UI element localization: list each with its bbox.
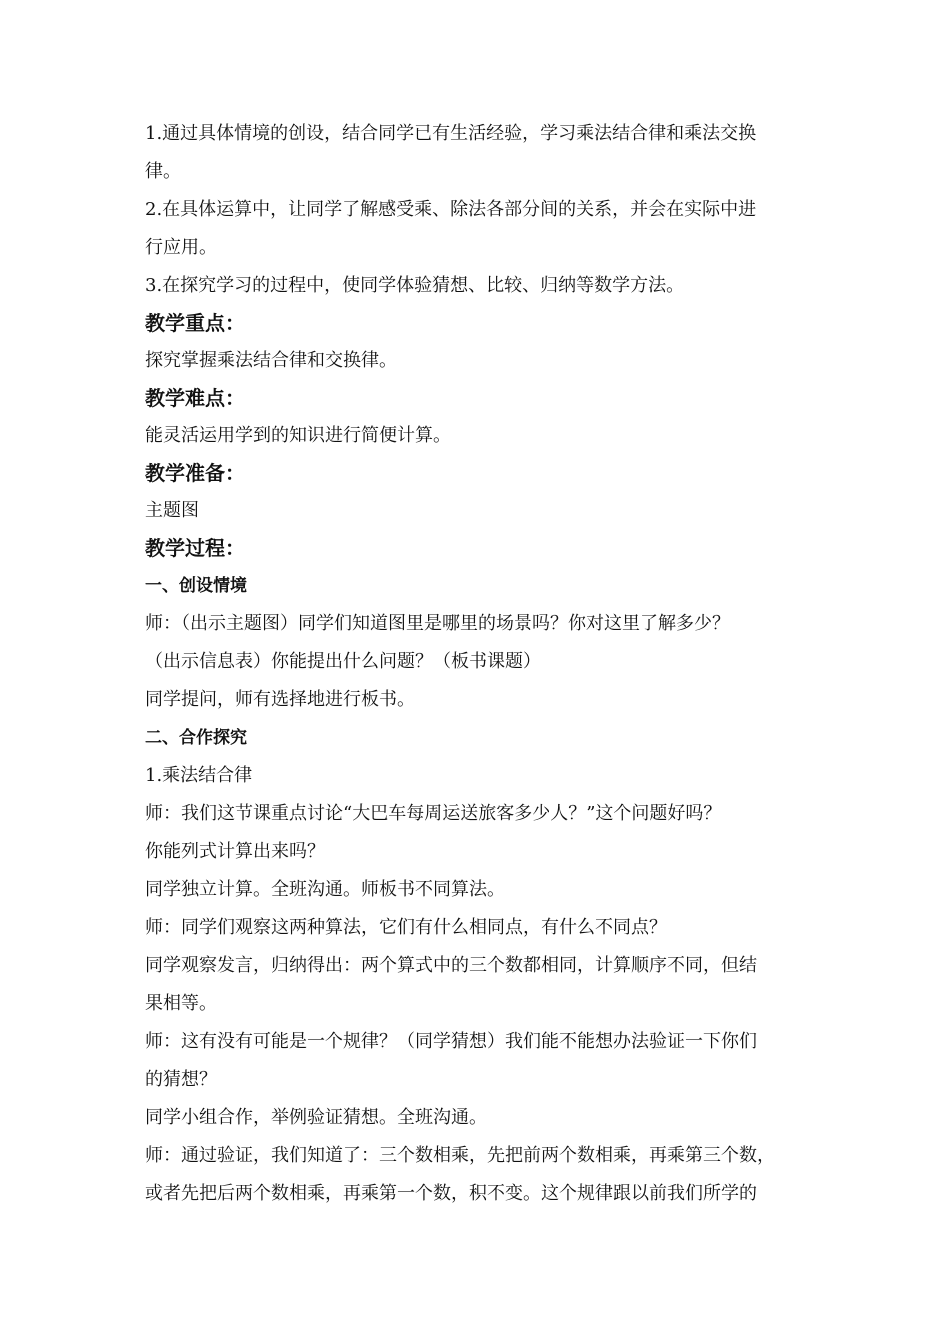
difficulty-text: 能灵活运用学到的知识进行简便计算。: [145, 425, 451, 446]
section2-line: 同学独立计算。全班沟通。师板书不同算法。: [145, 879, 505, 900]
section2-heading: 二、合作探究: [145, 728, 247, 748]
objective-line: 1.通过具体情境的创设，结合同学已有生活经验，学习乘法结合律和乘法交换: [145, 123, 757, 144]
section2-line: 你能列式计算出来吗？: [145, 841, 325, 862]
section2-line: 或者先把后两个数相乘，再乘第一个数，积不变。这个规律跟以前我们所学的: [145, 1183, 757, 1204]
section2-line: 的猜想？: [145, 1069, 217, 1090]
difficulty-heading: 教学难点：: [145, 386, 245, 410]
section1-line: 同学提问，师有选择地进行板书。: [145, 689, 415, 710]
section2-line: 同学小组合作，举例验证猜想。全班沟通。: [145, 1107, 487, 1128]
key-point-text: 探究掌握乘法结合律和交换律。: [145, 350, 397, 371]
objective-line: 行应用。: [145, 237, 217, 258]
section2-line: 同学观察发言，归纳得出：两个算式中的三个数都相同，计算顺序不同，但结: [145, 955, 757, 976]
preparation-text: 主题图: [145, 500, 199, 521]
section2-line: 师：我们这节课重点讨论“大巴车每周运送旅客多少人？”这个问题好吗？: [145, 803, 722, 824]
section2-line: 师：通过验证，我们知道了：三个数相乘，先把前两个数相乘，再乘第三个数，: [145, 1145, 775, 1166]
document-page: [145, 115, 815, 1213]
objective-line: 2.在具体运算中，让同学了解感受乘、除法各部分间的关系，并会在实际中进: [145, 199, 757, 220]
section2-line: 师：这有没有可能是一个规律？（同学猜想）我们能不能想办法验证一下你们: [145, 1031, 757, 1052]
section1-line: （出示信息表）你能提出什么问题？（板书课题）: [145, 651, 541, 672]
section2-line: 果相等。: [145, 993, 217, 1014]
preparation-heading: 教学准备：: [145, 461, 245, 485]
section2-line: 1.乘法结合律: [145, 765, 253, 786]
process-heading: 教学过程：: [145, 536, 245, 560]
objective-line: 3.在探究学习的过程中，使同学体验猜想、比较、归纳等数学方法。: [145, 275, 685, 296]
objective-line: 律。: [145, 161, 181, 182]
key-point-heading: 教学重点：: [145, 311, 245, 335]
section1-heading: 一、创设情境: [145, 576, 247, 596]
section1-line: 师：（出示主题图）同学们知道图里是哪里的场景吗？你对这里了解多少？: [145, 613, 730, 634]
section2-line: 师：同学们观察这两种算法，它们有什么相同点，有什么不同点？: [145, 917, 667, 938]
